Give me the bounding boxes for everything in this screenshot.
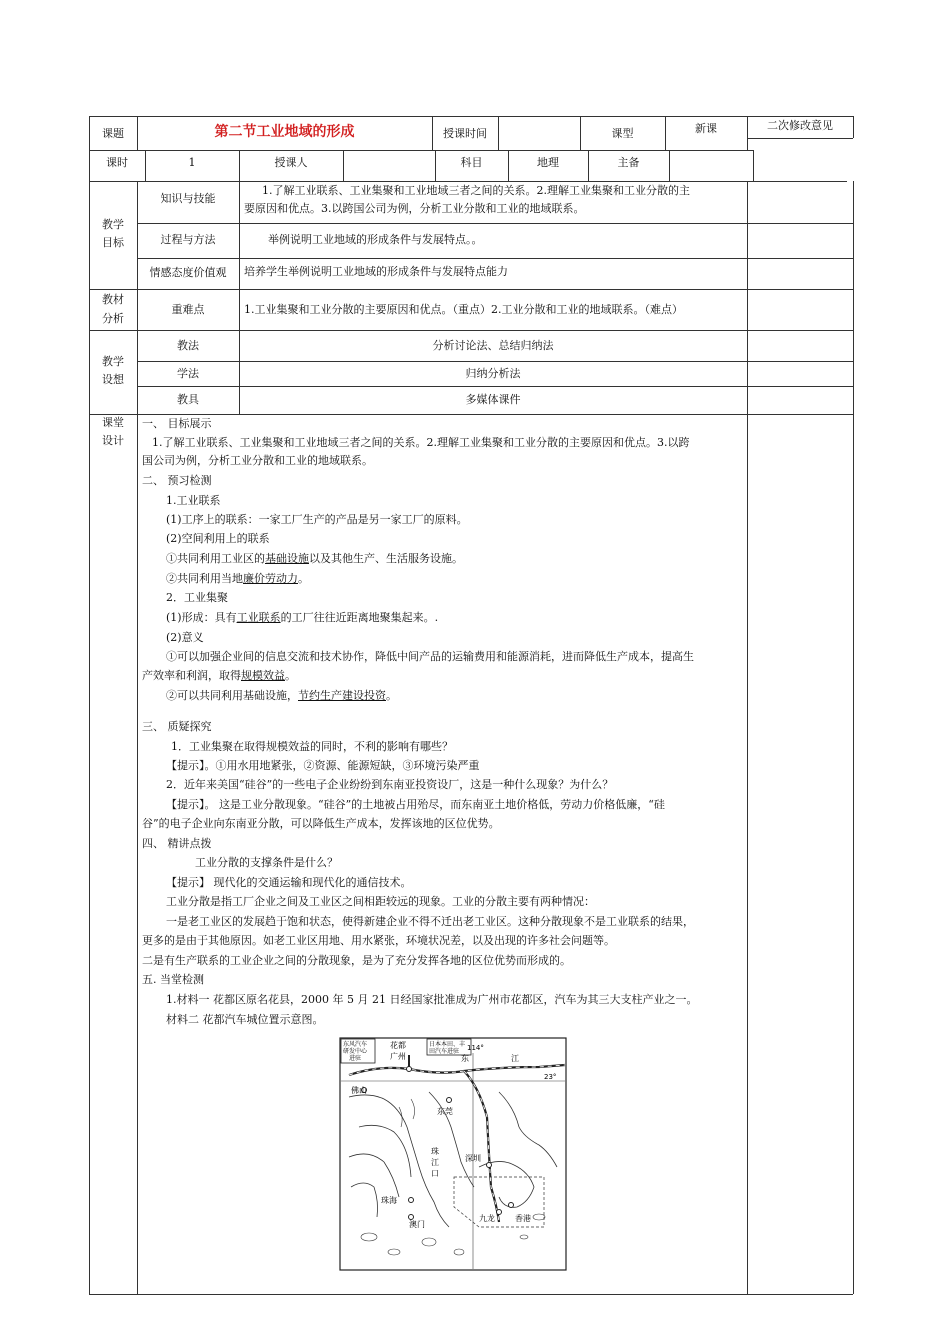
body-line: ②共同利用当地廉价劳动力。	[166, 572, 309, 585]
map-label-huadu: 花都	[390, 1041, 406, 1050]
body-line: 一是老工业区的发展趋于饱和状态，使得新建企业不得不迁出老工业区。这种分散现象不是工业联系的结果，	[166, 915, 694, 928]
materials-section-label-2: 分析	[102, 312, 124, 325]
body-line: ①可以加强企业间的信息交流和技术协作，降低中间产品的运输费用和能源消耗，进而降低生产成本，提高生	[166, 650, 694, 663]
body-line: 【提示】。①用水用地紧张，②资源、能源短缺，③环境污染严重	[166, 759, 480, 772]
period-label: 课时	[106, 156, 128, 169]
goals-section-label-1: 教学	[102, 218, 124, 231]
subject-label: 科目	[460, 156, 483, 169]
design-section-label-1: 教学	[102, 355, 124, 368]
map-label-box1-l2: 研发中心	[343, 1048, 368, 1055]
process-text: 举例说明工业地域的形成条件与发展特点。。	[268, 233, 483, 246]
underlined-term: 规模效益	[241, 669, 285, 682]
map-label-zhuhai: 珠海	[381, 1196, 397, 1205]
body-line: 材料二 花都汽车城位置示意图。	[166, 1013, 324, 1026]
lesson-type-label: 课型	[611, 127, 634, 140]
section-heading-2: 二、 预习检测	[142, 474, 212, 487]
classroom-section-label-2: 设计	[102, 434, 124, 447]
body-line: 工业分散的支撑条件是什么？	[195, 856, 338, 869]
body-line: 【提示】 现代化的交通运输和现代化的通信技术。	[166, 876, 412, 889]
map-label-dong: 东	[461, 1054, 469, 1063]
topic-title: 第二节工业地域的形成	[214, 124, 355, 140]
lead-label: 主备	[617, 156, 640, 169]
body-line: 产效率和利润，取得规模效益。	[142, 669, 296, 682]
section-heading-4: 四、 精讲点拨	[142, 837, 212, 850]
underlined-term: 廉价劳动力	[243, 572, 298, 585]
knowledge-label: 知识与技能	[160, 192, 216, 205]
classroom-section-label-1: 课堂	[102, 416, 124, 429]
method-label: 教法	[177, 339, 199, 352]
body-line: ①共同利用工业区的基础设施以及其他生产、生活服务设施。	[166, 552, 463, 565]
map-label-lat: 23°	[544, 1073, 557, 1081]
body-line: 1.工业联系	[166, 494, 221, 507]
map-label-jiulong: 九龙	[479, 1214, 495, 1223]
materials-section-label-1: 教材	[102, 293, 124, 306]
lesson-type-value: 新课	[695, 122, 717, 135]
teach-time-label: 授课时间	[443, 127, 487, 140]
map-label-box1-l1: 东风汽车	[343, 1041, 368, 1048]
tools-value: 多媒体课件	[465, 393, 521, 406]
map-label-box2-l1: 日本本田、丰	[429, 1041, 466, 1048]
section-heading-5: 五. 当堂检测	[142, 973, 204, 986]
map-label-box2-l2: 田汽车进驻	[429, 1048, 460, 1055]
map-label-box1-l3: 进驻	[349, 1055, 362, 1062]
goals-section-label-2: 目标	[102, 236, 124, 249]
knowledge-text-1: 1.了解工业联系、工业集聚和工业地域三者之间的关系。2.理解工业集聚和工业分散的主	[262, 184, 690, 197]
body-line: 更多的是由于其他原因。如老工业区用地、用水紧张，环境状况差，以及出现的许多社会问题等。	[142, 934, 615, 947]
period-value: 1	[188, 156, 196, 169]
body-line: (2)意义	[166, 631, 204, 644]
attitude-text: 培养学生举例说明工业地域的形成条件与发展特点能力	[244, 265, 508, 278]
revision-label: 二次修改意见	[767, 119, 833, 132]
attitude-label: 情感态度价值观	[149, 266, 227, 279]
map-label-foshan: 佛山	[351, 1086, 367, 1095]
underlined-term: 基础设施	[265, 552, 309, 565]
section-heading-1: 一、 目标展示	[142, 417, 212, 430]
teacher-label: 授课人	[274, 156, 308, 169]
study-value: 归纳分析法	[465, 367, 521, 380]
body-line: (1)形成：具有工业联系的工厂往往近距离地聚集起来。.	[166, 611, 439, 624]
huadu-map	[339, 1037, 567, 1271]
body-line: 1.材料一 花都区原名花县，2000 年 5 月 21 日经国家批准成为广州市花都区，汽车为其三大支柱产业之一。	[166, 993, 698, 1006]
body-line: 工业分散是指工厂企业之间及工业区之间相距较远的现象。工业的分散主要有两种情况：	[166, 895, 595, 908]
body-line: 【提示】。 这是工业分散现象。“硅谷”的土地被占用殆尽，而东南亚土地价格低，劳动力价格低廉，“硅	[166, 798, 665, 811]
design-section-label-2: 设想	[102, 373, 124, 386]
body-line: 谷”的电子企业向东南亚分散，可以降低生产成本，发挥该地的区位优势。	[142, 817, 500, 830]
map-label-aomen: 澳门	[409, 1220, 425, 1229]
map-label-guangzhou: 广州	[390, 1052, 406, 1061]
body-line: 二是有生产联系的工业企业之间的分散现象，是为了充分发挥各地的区位优势而形成的。	[142, 954, 571, 967]
body-line: 2．工业集聚	[166, 591, 228, 604]
map-label-kou: 口	[431, 1169, 439, 1178]
knowledge-text-2: 要原因和优点。3.以跨国公司为例，分析工业分散和工业的地域联系。	[244, 202, 585, 215]
subject-value: 地理	[537, 156, 559, 169]
underlined-term: 工业联系	[236, 611, 281, 624]
section-heading-3: 三、 质疑探究	[142, 720, 212, 733]
study-label: 学法	[177, 367, 199, 380]
method-value: 分析讨论法、总结归纳法	[432, 339, 554, 352]
key-text: 1.工业集聚和工业分散的主要原因和优点。（重点）2.工业分散和工业的地域联系。（难点）	[244, 303, 683, 316]
body-line: 1.了解工业联系、工业集聚和工业地域三者之间的关系。2.理解工业集聚和工业分散的主要原因和优点。3.以跨	[152, 436, 690, 449]
body-line: (1)工序上的联系：一家工厂生产的产品是另一家工厂的原料。	[166, 513, 468, 526]
underlined-term: 节约生产建设投资	[298, 689, 386, 702]
topic-label: 课题	[102, 127, 124, 140]
tools-label: 教具	[177, 393, 199, 406]
process-label: 过程与方法	[160, 233, 216, 246]
map-label-shenzhen: 深圳	[465, 1154, 481, 1163]
body-line: 2．近年来美国“硅谷”的一些电子企业纷纷到东南亚投资设厂，这是一种什么现象？为什么？	[166, 778, 614, 791]
map-label-lon: 114°	[467, 1044, 484, 1052]
body-line: (2)空间利用上的联系	[166, 532, 270, 545]
body-line: 国公司为例，分析工业分散和工业的地域联系。	[142, 454, 373, 467]
body-line: ②可以共同利用基础设施，节约生产建设投资。	[166, 689, 397, 702]
body-line: 1．工业集聚在取得规模效益的同时，不利的影响有哪些？	[171, 740, 453, 753]
map-label-zhu: 珠	[431, 1147, 439, 1156]
map-label-xianggang: 香港	[515, 1214, 531, 1223]
key-label: 重难点	[171, 303, 205, 316]
map-label-dongguan: 东莞	[437, 1107, 453, 1116]
map-label-jiang2: 江	[431, 1158, 439, 1167]
map-label-jiang: 江	[511, 1054, 519, 1063]
